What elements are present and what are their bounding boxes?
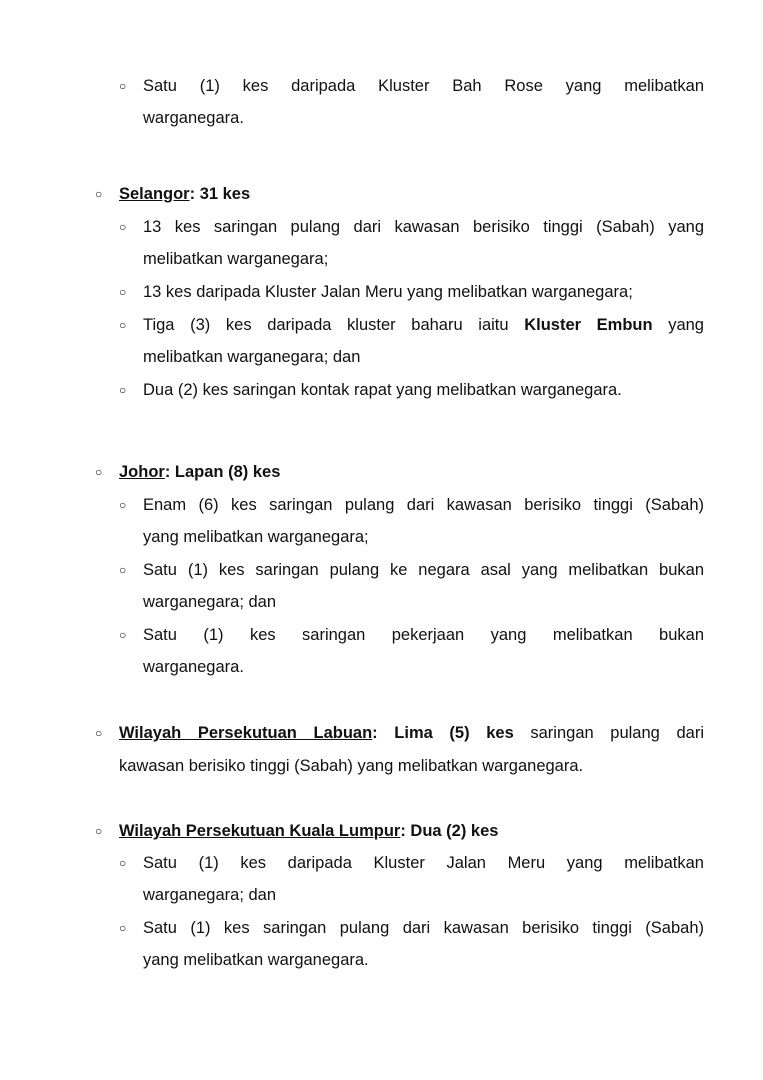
list-item-line: melibatkan warganegara; dan [143,348,361,366]
list-item-line: warganegara; dan [143,593,277,611]
bullet-icon: ○ [95,465,103,479]
bullet-icon: ○ [119,856,127,870]
bullet-icon: ○ [119,285,127,299]
list-item-line: Tiga (3) kes daripada kluster baharu iaitu Kluster Embun yang [143,316,704,334]
bullet-icon: ○ [119,220,127,234]
state-heading-johor: Johor: Lapan (8) kes [119,463,281,481]
list-item-line: melibatkan warganegara; [143,250,329,268]
state-heading-labuan: Wilayah Persekutuan Labuan: Lima (5) kes saringan pulang dari [119,724,704,742]
list-item-line: kawasan berisiko tinggi (Sabah) yang melibatkan warganegara. [119,757,584,775]
bullet-icon: ○ [95,824,103,838]
list-item-line: Satu (1) kes daripada Kluster Bah Rose yang melibatkan [143,77,704,95]
list-item-line: yang melibatkan warganegara. [143,951,369,969]
list-item-line: yang melibatkan warganegara; [143,528,369,546]
list-item-line: 13 kes daripada Kluster Jalan Meru yang melibatkan warganegara; [143,283,633,301]
list-item-line: Satu (1) kes saringan pulang dari kawasan berisiko tinggi (Sabah) [143,919,704,937]
list-item-line: Satu (1) kes saringan pulang ke negara asal yang melibatkan bukan [143,561,704,579]
list-item-line: Satu (1) kes saringan pekerjaan yang melibatkan bukan [143,626,704,644]
state-heading-kuala-lumpur: Wilayah Persekutuan Kuala Lumpur: Dua (2) kes [119,822,499,840]
bullet-icon: ○ [119,498,127,512]
bullet-icon: ○ [95,187,103,201]
bullet-icon: ○ [95,726,103,740]
list-item-line: warganegara. [143,109,244,127]
bullet-icon: ○ [119,563,127,577]
bullet-icon: ○ [119,921,127,935]
list-item-line: Satu (1) kes daripada Kluster Jalan Meru yang melibatkan [143,854,704,872]
list-item-line: warganegara; dan [143,886,277,904]
bullet-icon: ○ [119,628,127,642]
bullet-icon: ○ [119,79,127,93]
bullet-icon: ○ [119,383,127,397]
list-item-line: Enam (6) kes saringan pulang dari kawasan berisiko tinggi (Sabah) [143,496,704,514]
bullet-icon: ○ [119,318,127,332]
state-heading-selangor: Selangor: 31 kes [119,185,251,203]
list-item-line: Dua (2) kes saringan kontak rapat yang melibatkan warganegara. [143,381,622,399]
list-item-line: 13 kes saringan pulang dari kawasan berisiko tinggi (Sabah) yang [143,218,704,236]
list-item-line: warganegara. [143,658,244,676]
